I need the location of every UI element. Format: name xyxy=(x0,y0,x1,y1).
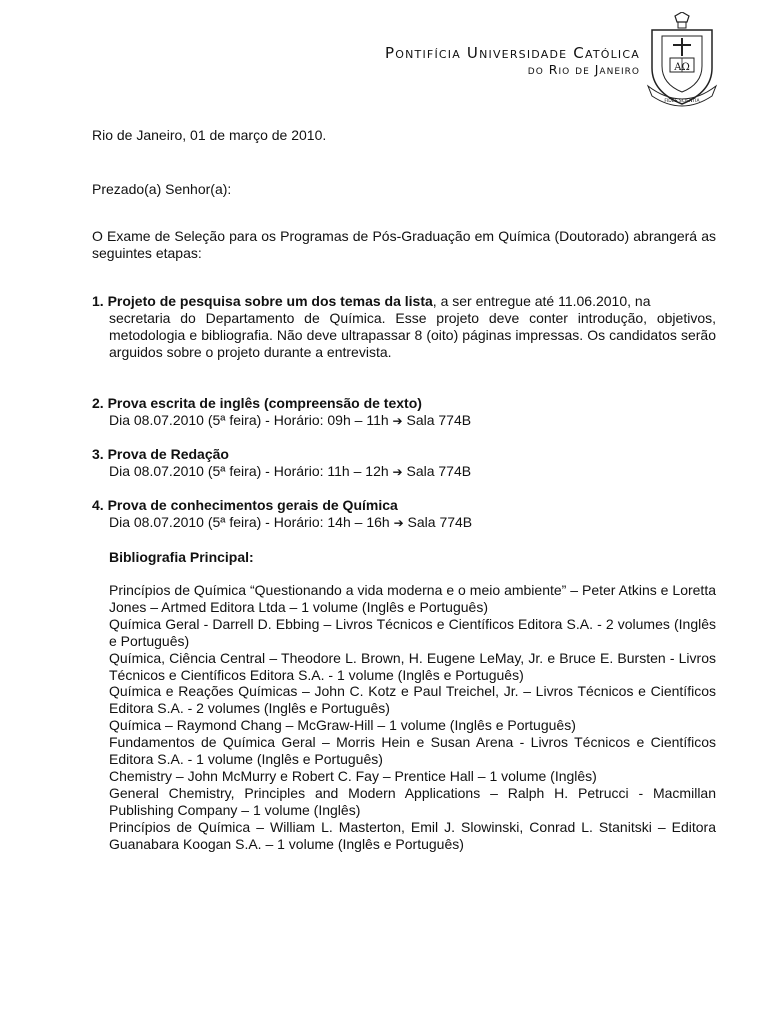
bibliography-entry: Química – Raymond Chang – McGraw-Hill – 1 volume (Inglês e Português) xyxy=(109,717,576,734)
bibliography-entry: Fundamentos de Química Geral – Morris Hein e Susan Arena - Livros Técnicos e Científicos Editora S.A. - 1 volume (Inglês e Português) xyxy=(109,734,716,768)
stage-item-2 xyxy=(92,395,716,430)
stage-room: Sala 774B xyxy=(406,412,472,428)
bibliography-entry: Princípios de Química “Questionando a vida moderna e o meio ambiente” – Peter Atkins e Loretta Jones – Artmed Editora Ltda – 1 volume (Inglês e Português) xyxy=(109,582,716,615)
bibliography-entry: Química Geral - Darrell D. Ebbing – Livros Técnicos e Científicos Editora S.A. - 2 volumes (Inglês e Português) xyxy=(109,615,716,649)
stage-schedule: Dia 08.07.2010 (5ª feira) - Horário: 09h – 11h xyxy=(109,412,389,428)
bibliography-entry: Chemistry – John McMurry e Robert C. Fay – Prentice Hall – 1 volume (Inglês) xyxy=(109,767,597,784)
arrow-right-icon: ➔ xyxy=(392,414,403,428)
stage-item-4 xyxy=(92,497,716,532)
stage-item-1 xyxy=(92,293,716,361)
bibliography-list xyxy=(109,582,716,853)
university-name: Pontifícia Universidade Católica xyxy=(385,44,640,62)
stage-schedule: Dia 08.07.2010 (5ª feira) - Horário: 14h – 16h xyxy=(109,514,390,530)
stage-number: 4. xyxy=(92,497,104,513)
stage-number: 2. xyxy=(92,395,104,411)
arrow-right-icon: ➔ xyxy=(393,516,404,530)
seal-letters: AΩ xyxy=(674,62,690,73)
seal-motto: FIDES SCIENTIA xyxy=(664,99,700,104)
bibliography-title: Bibliografia Principal: xyxy=(109,549,254,565)
stage-number: 3. xyxy=(92,446,104,462)
stage-item-3 xyxy=(92,446,716,481)
stage-title: Projeto de pesquisa sobre um dos temas da lista xyxy=(107,293,433,309)
stage-title-suffix: , a ser entregue até 11.06.2010, na xyxy=(432,293,651,309)
bibliography-entry: Química, Ciência Central – Theodore L. Brown, H. Eugene LeMay, Jr. e Bruce E. Bursten - Livros Técnicos e Científicos Editora S.A. - 1 volume (Inglês e Português) xyxy=(109,649,716,683)
stage-schedule: Dia 08.07.2010 (5ª feira) - Horário: 11h – 12h xyxy=(109,463,389,479)
arrow-right-icon: ➔ xyxy=(392,465,403,479)
stage-title: Prova de Redação xyxy=(107,446,229,462)
bibliography-entry: Princípios de Química – William L. Masterton, Emil J. Slowinski, Conrad L. Stanitski – Editora Guanabara Koogan S.A. – 1 volume (Inglês e Português) xyxy=(109,818,716,852)
stage-room: Sala 774B xyxy=(407,514,473,530)
university-seal-icon xyxy=(642,12,722,108)
stage-room: Sala 774B xyxy=(406,463,472,479)
letterhead xyxy=(300,44,640,77)
stage-description: secretaria do Departamento de Química. Esse projeto deve conter introdução, objetivos, metodologia e bibliografia. Não deve ultrapassar 8 (oito) páginas impressas. Os candidatos serão arguidos sobre o projeto durante a entrevista. xyxy=(109,310,716,360)
bibliography-entry: General Chemistry, Principles and Modern Applications – Ralph H. Petrucci - Macmillan Publishing Company – 1 volume (Inglês) xyxy=(109,784,716,818)
stage-number: 1. xyxy=(92,293,104,309)
bibliography-entry: Química e Reações Químicas – John C. Kotz e Paul Treichel, Jr. – Livros Técnicos e Científicos Editora S.A. - 2 volumes (Inglês e Português) xyxy=(109,683,716,717)
intro-paragraph: O Exame de Seleção para os Programas de Pós-Graduação em Química (Doutorado) abrangerá as seguintes etapas: xyxy=(92,228,716,261)
stage-title: Prova de conhecimentos gerais de Química xyxy=(107,497,398,513)
stage-title: Prova escrita de inglês (compreensão de texto) xyxy=(107,395,422,411)
date-line: Rio de Janeiro, 01 de março de 2010. xyxy=(92,127,327,143)
university-city: do Rio de Janeiro xyxy=(527,62,640,77)
salutation: Prezado(a) Senhor(a): xyxy=(92,181,232,197)
